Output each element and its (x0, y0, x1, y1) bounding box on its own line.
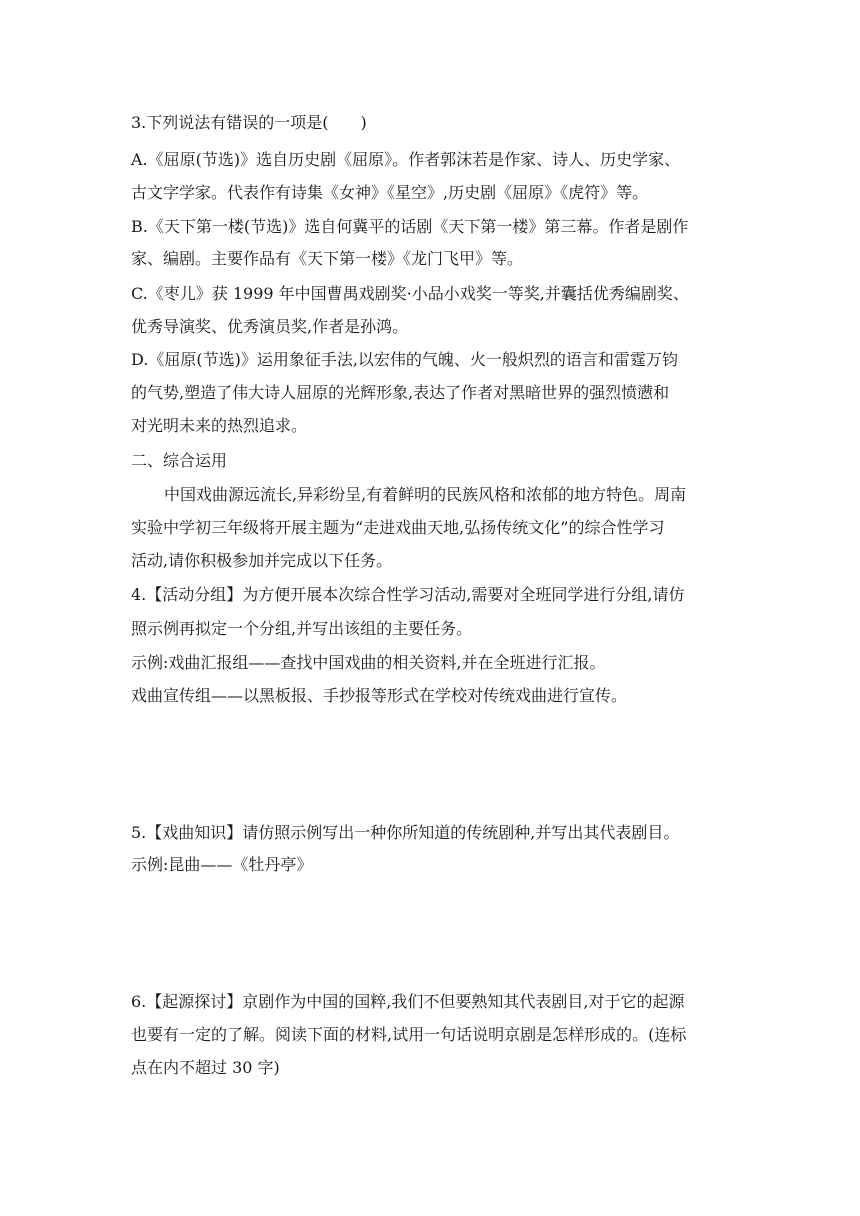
q3-option-c-line1: C.《枣儿》获 1999 年中国曹禺戏剧奖·小品小戏奖一等奖,并囊括优秀编剧奖、 (131, 284, 689, 303)
q6-stem-line2: 也要有一定的了解。阅读下面的材料,试用一句话说明京剧是怎样形成的。(连标 (131, 1025, 687, 1044)
section-heading: 二、综合运用 (131, 451, 228, 470)
q3-option-a-line2: 古文字学家。代表作有诗集《女神》《星空》,历史剧《屈原》《虎符》等。 (131, 183, 649, 202)
q3-option-c-line2: 优秀导演奖、优秀演员奖,作者是孙鸿。 (131, 317, 409, 336)
q3-stem: 3.下列说法有错误的一项是( ) (131, 113, 367, 132)
q6-stem-line1: 6.【起源探讨】京剧作为中国的国粹,我们不但要熟知其代表剧目,对于它的起源 (131, 992, 685, 1011)
q4-stem-line2: 照示例再拟定一个分组,并写出该组的主要任务。 (131, 619, 473, 638)
q3-option-b-line1: B.《天下第一楼(节选)》选自何冀平的话剧《天下第一楼》第三幕。作者是剧作 (131, 217, 689, 236)
section-intro-line3: 活动,请你积极参加并完成以下任务。 (131, 551, 393, 570)
q4-example-line2: 戏曲宣传组——以黑板报、手抄报等形式在学校对传统戏曲进行宣传。 (131, 686, 628, 705)
section-intro-line2: 实验中学初三年级将开展主题为“走进戏曲天地,弘扬传统文化”的综合性学习 (131, 518, 665, 537)
q3-option-a-line1: A.《屈原(节选)》选自历史剧《屈原》。作者郭沫若是作家、诗人、历史学家、 (131, 150, 681, 169)
section-intro-line1: 中国戏曲源远流长,异彩纷呈,有着鲜明的民族风格和浓郁的地方特色。周南 (164, 485, 687, 504)
q4-example-line1: 示例:戏曲汇报组——查找中国戏曲的相关资料,并在全班进行汇报。 (131, 653, 606, 672)
q3-option-d-line3: 对光明未来的热烈追求。 (131, 416, 308, 435)
q3-option-b-line2: 家、编剧。主要作品有《天下第一楼》《龙门飞甲》等。 (131, 249, 524, 268)
q3-option-d-line2: 的气势,塑造了伟大诗人屈原的光辉形象,表达了作者对黑暗世界的强烈愤懑和 (131, 383, 670, 402)
q5-example: 示例:昆曲——《牡丹亭》 (131, 855, 313, 874)
q5-stem: 5.【戏曲知识】请仿照示例写出一种你所知道的传统剧种,并写出其代表剧目。 (131, 823, 680, 842)
q6-stem-line3: 点在内不超过 30 字) (131, 1058, 280, 1077)
q3-option-d-line1: D.《屈原(节选)》运用象征手法,以宏伟的气魄、火一般炽烈的语言和雷霆万钧 (131, 350, 678, 369)
q4-stem-line1: 4.【活动分组】为方便开展本次综合性学习活动,需要对全班同学进行分组,请仿 (131, 585, 685, 604)
